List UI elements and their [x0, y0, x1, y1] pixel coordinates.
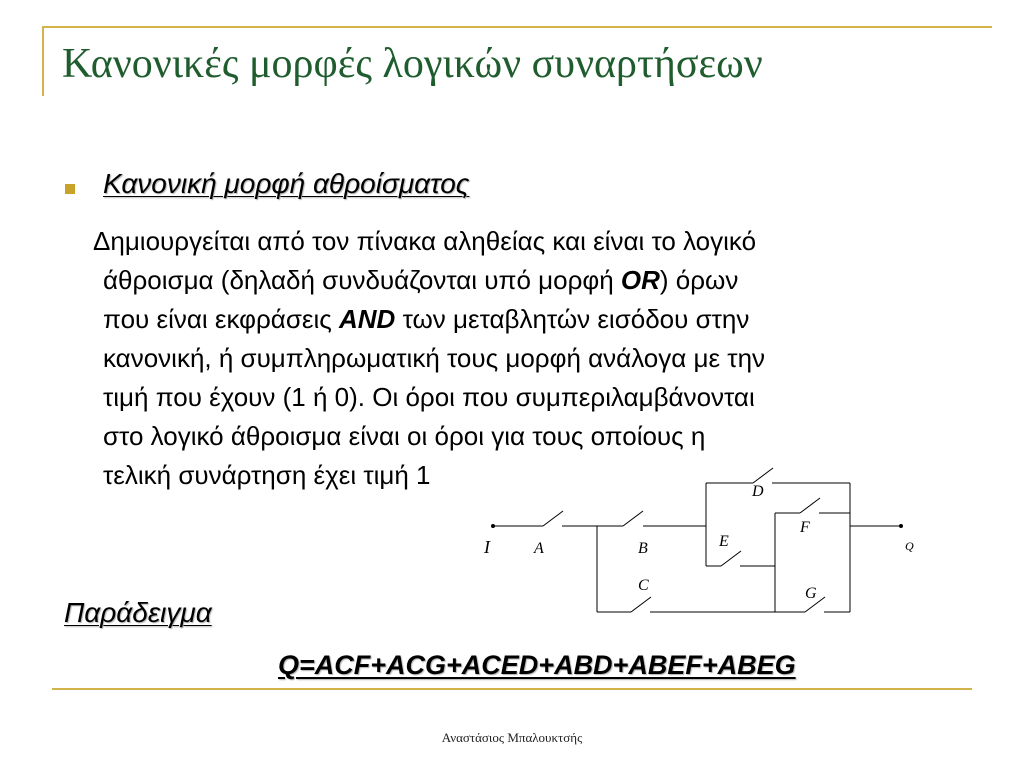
paragraph-line: [93, 261, 765, 300]
input-terminal: [491, 524, 495, 528]
switch-b-label: B: [638, 540, 648, 557]
example-label: Παράδειγμα: [64, 597, 212, 628]
bottom-rule: [52, 688, 972, 690]
switch-g-label: G: [805, 585, 817, 602]
bullet-square-icon: [65, 184, 75, 194]
and-keyword: AND: [339, 304, 396, 334]
left-rule: [42, 26, 44, 96]
paragraph-text: ) όρων: [659, 265, 739, 295]
footer-author: Αναστάσιος Μπαλουκτσής: [441, 730, 583, 745]
paragraph-text: άθροισμα (δηλαδή συνδυάζονται υπό μορφή: [103, 265, 621, 295]
output-terminal: [899, 524, 903, 528]
paragraph-line: Δημιουργείται από τον πίνακα αληθείας και είναι το λογικό: [93, 226, 757, 256]
slide-title: Κανονικές μορφές λογικών συναρτήσεων: [62, 41, 763, 87]
paragraph-line: τιμή που έχουν (1 ή 0). Οι όροι που συμπεριλαμβάνονται: [103, 382, 755, 412]
paragraph-text: που είναι εκφράσεις: [103, 304, 339, 334]
boolean-formula: Q=ACF+ACG+ACED+ABD+ABEF+ABEG: [278, 650, 796, 680]
input-label: I: [484, 537, 490, 557]
switch-circuit-diagram: [470, 450, 930, 620]
output-label: Q: [905, 539, 914, 553]
switch-d-label: D: [752, 483, 764, 500]
switch-e-label: E: [719, 533, 729, 550]
switch-a-label: A: [534, 540, 544, 557]
paragraph-line: τελική συνάρτηση έχει τιμή 1: [103, 460, 431, 490]
bullet-heading: Κανονική μορφή αθροίσματος: [103, 168, 470, 199]
paragraph-text: των μεταβλητών εισόδου στην: [395, 304, 750, 334]
switch-c-label: C: [638, 577, 649, 594]
or-keyword: OR: [620, 265, 660, 295]
top-rule: [42, 26, 992, 28]
paragraph-line: κανονική, ή συμπληρωματική τους μορφή ανάλογα με την: [103, 343, 766, 373]
paragraph-line: στο λογικό άθροισμα είναι οι όροι για τους οποίους η: [103, 421, 706, 451]
paragraph-line: [93, 300, 765, 339]
switch-f-label: F: [800, 519, 810, 536]
